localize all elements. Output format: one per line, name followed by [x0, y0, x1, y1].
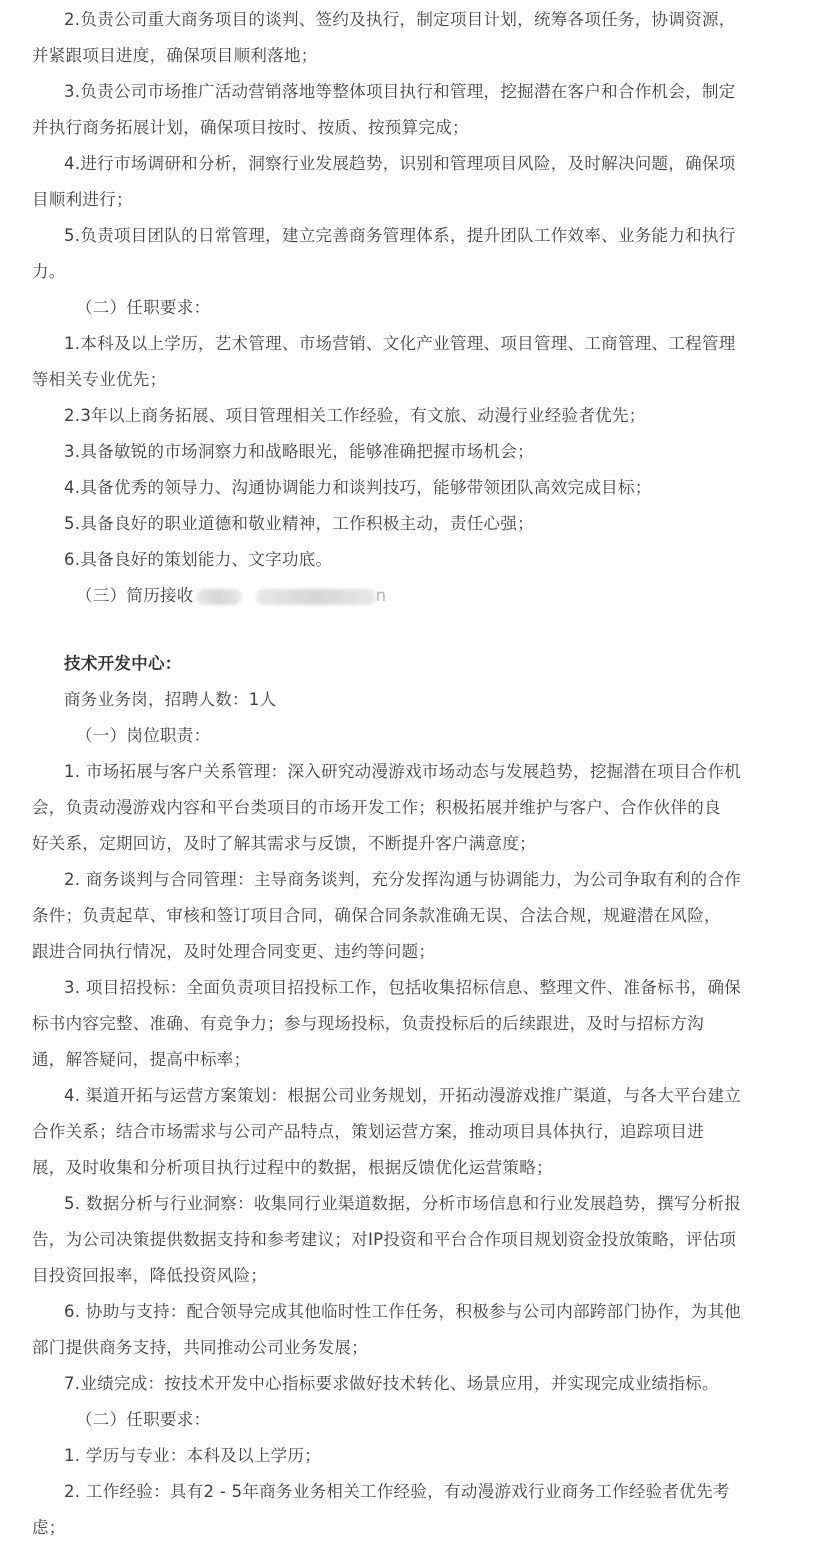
duty-5b-line-3: 目投资回报率，降低投资风险； — [32, 1266, 268, 1285]
duty-4b-line-2: 合作关系；结合市场需求与公司产品特点，策划运营方案，推动项目具体执行，追踪项目进 — [32, 1122, 704, 1141]
redacted-email — [256, 589, 376, 605]
requirement-4: 4.具备优秀的领导力、沟通协调能力和谈判技巧，能够带领团队高效完成目标； — [64, 478, 652, 497]
duty-5-line-2: 力。 — [32, 262, 66, 281]
requirement-3: 3.具备敏锐的市场洞察力和战略眼光，能够准确把握市场机会； — [64, 442, 534, 461]
duty-1-line-3: 好关系，定期回访，及时了解其需求与反馈，不断提升客户满意度； — [32, 834, 536, 853]
duty-4b-line-3: 展，及时收集和分析项目执行过程中的数据，根据反馈优化运营策略； — [32, 1158, 553, 1177]
requirement-b-1: 1. 学历与专业：本科及以上学历； — [64, 1446, 322, 1465]
duty-2-line-2: 并紧跟项目进度，确保项目顺利落地； — [32, 46, 318, 65]
duty-4-line-2: 目顺利进行； — [32, 190, 133, 209]
requirement-b-2-line-1: 2. 工作经验：具有2 - 5年商务业务相关工作经验，有动漫游戏行业商务工作经验者优先考 — [64, 1482, 730, 1501]
duty-3b-line-1: 3. 项目招投标：全面负责项目招投标工作，包括收集招标信息、整理文件、准备标书，确保 — [64, 978, 742, 997]
requirements-heading-2: （二）任职要求： — [76, 1410, 211, 1429]
requirements-heading: （二）任职要求： — [76, 298, 211, 317]
resume-contact-line — [0, 578, 814, 614]
duty-7b: 7.业绩完成：按技术开发中心指标要求做好技术转化、场景应用，并实现完成业绩指标。 — [64, 1374, 719, 1393]
requirement-5: 5.具备良好的职业道德和敬业精神，工作积极主动，责任心强； — [64, 514, 534, 533]
redacted-block — [196, 589, 242, 605]
position-line: 商务业务岗，招聘人数：1人 — [64, 690, 277, 709]
duty-1-line-1: 1. 市场拓展与客户关系管理：深入研究动漫游戏市场动态与发展趋势，挖掘潜在项目合作机 — [64, 762, 742, 781]
requirement-b-2-line-2: 虑； — [32, 1518, 66, 1537]
duty-3-line-1: 3.负责公司市场推广活动营销落地等整体项目执行和管理，挖掘潜在客户和合作机会，制定 — [64, 82, 736, 101]
duty-2b-line-1: 2. 商务谈判与合同管理：主导商务谈判，充分发挥沟通与协调能力，为公司争取有利的合作 — [64, 870, 742, 889]
duties-heading: （一）岗位职责： — [76, 726, 211, 745]
duty-4b-line-1: 4. 渠道开拓与运营方案策划：根据公司业务规划，开拓动漫游戏推广渠道，与各大平台建立 — [64, 1086, 742, 1105]
duty-2b-line-3: 跟进合同执行情况，及时处理合同变更、违约等问题； — [32, 942, 436, 961]
duty-4-line-1: 4.进行市场调研和分析，洞察行业发展趋势，识别和管理项目风险，及时解决问题，确保项 — [64, 154, 736, 173]
duty-3-line-2: 并执行商务拓展计划，确保项目按时、按质、按预算完成； — [32, 118, 469, 137]
duty-2-line-1: 2.负责公司重大商务项目的谈判、签约及执行，制定项目计划，统筹各项任务，协调资源， — [64, 10, 736, 29]
duty-1-line-2: 会，负责动漫游戏内容和平台类项目的市场开发工作；积极拓展并维护与客户、合作伙伴的良 — [32, 798, 721, 817]
duty-3b-line-3: 通，解答疑问，提高中标率； — [32, 1050, 251, 1069]
duty-5-line-1: 5.负责项目团队的日常管理，建立完善商务管理体系，提升团队工作效率、业务能力和执行 — [64, 226, 736, 245]
duty-2b-line-2: 条件；负责起草、审核和签订项目合同，确保合同条款准确无误、合法合规，规避潜在风险， — [32, 906, 721, 925]
duty-5b-line-1: 5. 数据分析与行业洞察：收集同行业渠道数据，分析市场信息和行业发展趋势，撰写分析报 — [64, 1194, 742, 1213]
duty-6b-line-2: 部门提供商务支持，共同推动公司业务发展； — [32, 1338, 368, 1357]
email-tail: n — [375, 586, 387, 605]
resume-label: （三）简历接收 — [76, 586, 194, 605]
duty-6b-line-1: 6. 协助与支持：配合领导完成其他临时性工作任务，积极参与公司内部跨部门协作，为其他 — [64, 1302, 742, 1321]
section-title-tech-dev-center: 技术开发中心： — [64, 654, 182, 673]
duty-3b-line-2: 标书内容完整、准确、有竞争力；参与现场投标，负责投标后的后续跟进，及时与招标方沟 — [32, 1014, 704, 1033]
requirement-1-line-1: 1.本科及以上学历，艺术管理、市场营销、文化产业管理、项目管理、工商管理、工程管理 — [64, 334, 736, 353]
requirement-6: 6.具备良好的策划能力、文字功底。 — [64, 550, 333, 569]
duty-5b-line-2: 告，为公司决策提供数据支持和参考建议；对IP投资和平台合作项目规划资金投放策略，评估项 — [32, 1230, 737, 1249]
requirement-2: 2.3年以上商务拓展、项目管理相关工作经验，有文旅、动漫行业经验者优先； — [64, 406, 646, 425]
requirement-1-line-2: 等相关专业优先； — [32, 370, 167, 389]
